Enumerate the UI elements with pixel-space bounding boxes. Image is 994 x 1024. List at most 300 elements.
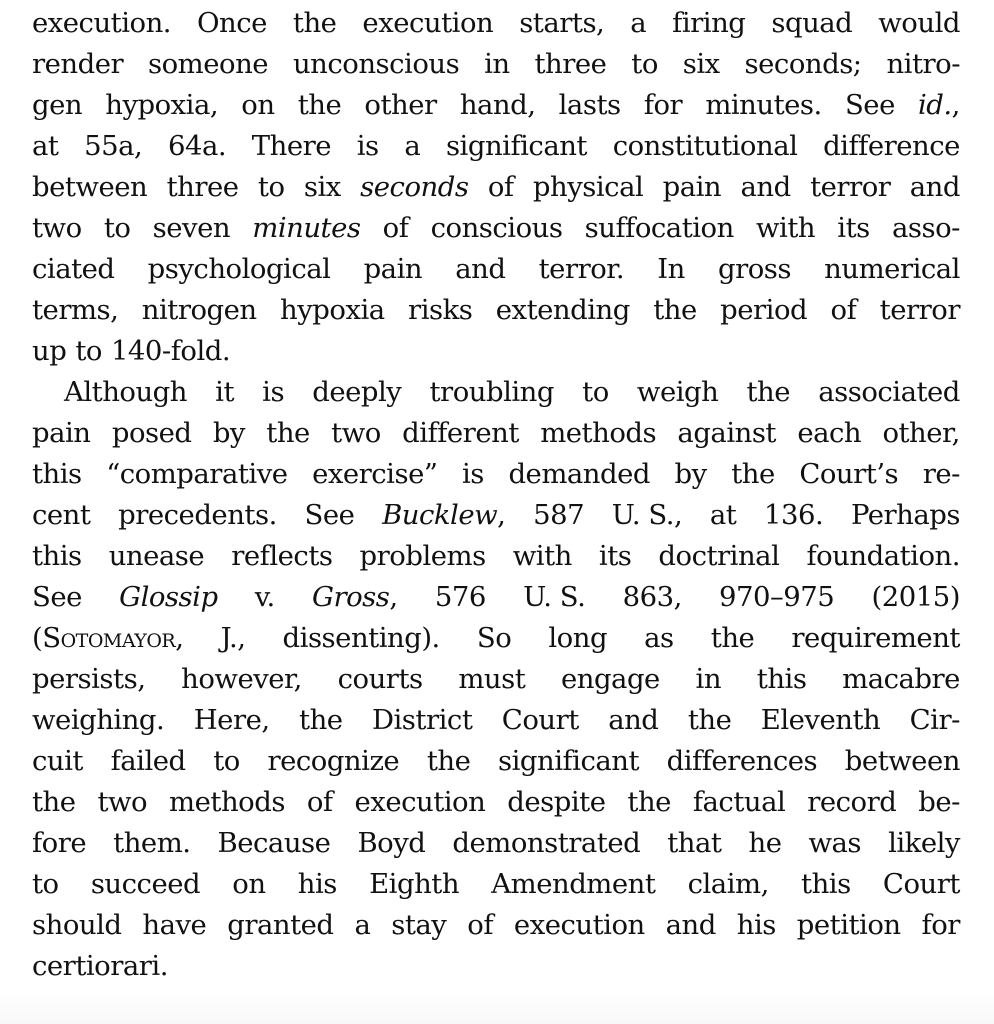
word-text: U. S., — [611, 499, 683, 531]
word-text: the — [299, 704, 343, 736]
text-line — [32, 249, 960, 290]
word — [304, 167, 341, 208]
word-text: posed — [111, 417, 192, 449]
word-text: Court — [501, 704, 579, 736]
word-text: 64a. — [167, 130, 227, 162]
word-text: requirement — [791, 622, 960, 654]
word — [623, 577, 682, 618]
word — [799, 454, 898, 495]
word — [886, 44, 960, 85]
word — [113, 823, 190, 864]
word — [305, 495, 355, 536]
word — [513, 536, 572, 577]
word — [312, 577, 398, 618]
word-text: associated — [818, 376, 960, 408]
word — [32, 85, 82, 126]
word-text: up — [32, 335, 67, 367]
italic-text: Bucklew — [382, 499, 498, 531]
word-text: seconds; — [744, 48, 862, 80]
word-text: v. — [254, 581, 275, 613]
word-text: each — [797, 417, 862, 449]
word — [582, 372, 609, 413]
word-text: is — [461, 458, 484, 490]
text-line — [32, 946, 960, 987]
word-text: problems — [359, 540, 486, 572]
punctuation: , — [497, 499, 506, 531]
word — [644, 618, 674, 659]
word-text: record — [807, 786, 897, 818]
word-text: and — [608, 704, 659, 736]
word-text: weigh — [636, 376, 719, 408]
word — [382, 495, 505, 536]
word — [32, 823, 86, 864]
text-line — [32, 782, 960, 823]
word-text: the — [426, 745, 471, 777]
word-text: this — [32, 458, 82, 490]
word-text: it — [215, 376, 235, 408]
word — [267, 741, 399, 782]
word-text: period — [720, 294, 808, 326]
word — [761, 700, 880, 741]
text-line — [32, 208, 960, 249]
word-text: 970–975 — [719, 581, 835, 613]
word-text: cuit — [32, 745, 83, 777]
word — [118, 495, 277, 536]
word — [540, 413, 656, 454]
word-text: the — [32, 786, 76, 818]
word-text: troubling — [429, 376, 554, 408]
word — [427, 741, 471, 782]
word — [32, 577, 82, 618]
word-text: nitro- — [886, 48, 960, 80]
text-line — [32, 454, 960, 495]
word-text: J., — [220, 622, 246, 654]
word-text: Eighth — [369, 868, 460, 900]
word — [32, 167, 147, 208]
text-line — [32, 905, 960, 946]
italic-text: minutes — [252, 212, 361, 244]
word-text: methods — [169, 786, 285, 818]
word — [657, 249, 685, 290]
text-line — [32, 536, 960, 577]
word-text: 863, — [622, 581, 682, 613]
text-line — [32, 290, 960, 331]
word-text: pain — [32, 417, 91, 449]
word — [32, 290, 118, 331]
word-text: execution — [513, 909, 645, 941]
word-text: for — [643, 89, 683, 121]
word-text: to — [32, 868, 59, 900]
word-text: its — [837, 212, 870, 244]
word-text: of — [382, 212, 409, 244]
word — [252, 208, 360, 249]
word — [232, 864, 265, 905]
word-text: hypoxia, — [105, 89, 219, 121]
word — [519, 3, 604, 44]
word — [32, 782, 76, 823]
word-text: by — [674, 458, 707, 490]
word — [851, 495, 960, 536]
word — [293, 3, 337, 44]
word — [32, 331, 66, 372]
word — [446, 126, 587, 167]
word — [806, 536, 960, 577]
word-text: psychological — [147, 253, 331, 285]
word-text: have — [142, 909, 207, 941]
word-text: to — [103, 212, 131, 244]
word — [84, 126, 142, 167]
word-text: be- — [918, 786, 960, 818]
text-line — [32, 741, 960, 782]
word-text: significant — [445, 130, 587, 162]
word-text: to — [582, 376, 609, 408]
word — [923, 454, 960, 495]
word — [667, 741, 817, 782]
word — [153, 208, 230, 249]
word-text: Perhaps — [850, 499, 960, 531]
word-text: a — [404, 130, 421, 162]
word-text: weighing. — [32, 704, 165, 736]
word-text: constitutional — [612, 130, 798, 162]
word — [845, 741, 960, 782]
word — [32, 700, 164, 741]
word-text: must — [458, 663, 526, 695]
word-text: Court’s — [799, 458, 899, 490]
word — [293, 44, 459, 85]
word-text: asso- — [891, 212, 960, 244]
word — [539, 249, 625, 290]
word — [255, 577, 275, 618]
word-text: six — [303, 171, 341, 203]
word — [837, 208, 869, 249]
word — [109, 536, 204, 577]
word-text: reflects — [231, 540, 333, 572]
word-text: 136. — [764, 499, 824, 531]
word — [75, 331, 102, 372]
word-text: failed — [110, 745, 186, 777]
word-text: courts — [337, 663, 423, 695]
word-text: foundation. — [806, 540, 960, 572]
word — [710, 495, 736, 536]
word — [112, 413, 192, 454]
word — [32, 495, 90, 536]
word — [561, 659, 660, 700]
word-text: at — [32, 130, 59, 162]
word — [637, 372, 718, 413]
word — [711, 618, 755, 659]
word-text: between — [32, 171, 148, 203]
word-text: the — [687, 704, 732, 736]
word-text: So — [476, 622, 512, 654]
word-text: them. — [113, 827, 191, 859]
word — [737, 905, 776, 946]
word — [496, 290, 630, 331]
word — [842, 659, 960, 700]
word — [435, 577, 486, 618]
word — [280, 290, 385, 331]
word-text: the — [297, 89, 342, 121]
word-text: 55a, — [84, 130, 143, 162]
word — [357, 126, 379, 167]
word-text: Because — [217, 827, 331, 859]
word — [675, 454, 707, 495]
punctuation: , — [951, 89, 960, 121]
word-text: of — [487, 171, 514, 203]
text-line — [32, 864, 960, 905]
word — [533, 167, 643, 208]
word-text: his — [736, 909, 776, 941]
word-text: differences — [666, 745, 818, 777]
word — [683, 44, 720, 85]
word — [630, 3, 646, 44]
word-text: would — [878, 7, 960, 39]
word-text: 576 — [434, 581, 486, 613]
word-text: he — [748, 827, 782, 859]
word-text: execution. — [32, 7, 172, 39]
word-text: factual — [692, 786, 786, 818]
word — [402, 413, 519, 454]
word — [502, 700, 579, 741]
word — [653, 290, 697, 331]
word — [688, 864, 769, 905]
text-line — [32, 44, 960, 85]
word — [845, 85, 895, 126]
word — [168, 126, 226, 167]
word-text: “comparative — [106, 458, 288, 490]
word — [458, 659, 525, 700]
word — [809, 823, 862, 864]
word — [218, 823, 331, 864]
word-text: the — [746, 376, 791, 408]
word — [431, 208, 563, 249]
word-text: two — [97, 786, 148, 818]
word — [355, 782, 486, 823]
word-text: 587 — [533, 499, 585, 531]
word-text: on — [241, 89, 275, 121]
word — [612, 495, 682, 536]
word — [430, 372, 554, 413]
word-text: to — [631, 48, 658, 80]
word-text: pain — [363, 253, 423, 285]
word-text: terror — [879, 294, 960, 326]
word-text: the — [266, 417, 310, 449]
word-text: the — [710, 622, 755, 654]
word — [801, 864, 851, 905]
word — [559, 85, 621, 126]
word-text: other, — [882, 417, 960, 449]
word-text: this — [32, 540, 82, 572]
word — [104, 208, 131, 249]
word-text: deeply — [312, 376, 402, 408]
word-text: There — [251, 130, 332, 162]
word — [142, 905, 206, 946]
word-text: unease — [108, 540, 205, 572]
word — [32, 864, 59, 905]
word-text: Court — [882, 868, 960, 900]
word — [747, 372, 791, 413]
word — [364, 85, 436, 126]
word — [148, 44, 268, 85]
word — [677, 413, 776, 454]
word-text: firing — [672, 7, 746, 39]
word-text: execution — [362, 7, 494, 39]
paragraph — [32, 3, 960, 372]
word — [705, 85, 821, 126]
word-text: succeed — [90, 868, 201, 900]
word — [608, 700, 658, 741]
word — [918, 85, 960, 126]
word — [64, 372, 187, 413]
word — [383, 208, 409, 249]
text-line — [32, 126, 960, 167]
text-line — [32, 372, 960, 413]
word-text: of — [830, 294, 857, 326]
word — [213, 413, 245, 454]
word — [585, 208, 734, 249]
word — [362, 3, 493, 44]
word — [599, 536, 631, 577]
word — [32, 905, 122, 946]
word-text: to — [75, 335, 102, 367]
word-text: of — [306, 786, 333, 818]
word-text: different — [402, 417, 519, 449]
word-text: demonstrated — [452, 827, 641, 859]
word-text: between — [844, 745, 960, 777]
word — [824, 249, 960, 290]
word — [391, 905, 446, 946]
punctuation: , — [389, 581, 398, 613]
word-text: a — [630, 7, 647, 39]
word — [748, 823, 781, 864]
text-line — [32, 577, 960, 618]
word — [666, 905, 716, 946]
word-text: hypoxia — [280, 294, 385, 326]
word-text: lasts — [558, 89, 621, 121]
word — [142, 290, 257, 331]
bottom-fade — [0, 994, 994, 1024]
word-text: for — [921, 909, 960, 941]
word — [357, 823, 425, 864]
word-text: Although — [64, 376, 187, 408]
word-text: three — [534, 48, 607, 80]
word — [644, 85, 682, 126]
word-text: the — [731, 458, 775, 490]
word-text: engage — [560, 663, 660, 695]
word — [460, 85, 536, 126]
word — [548, 618, 607, 659]
word-text: Eleventh — [760, 704, 881, 736]
word — [262, 372, 284, 413]
word-text: precedents. — [118, 499, 277, 531]
word — [534, 44, 606, 85]
word-text: nitrogen — [141, 294, 257, 326]
word-text: two — [331, 417, 381, 449]
word — [718, 249, 791, 290]
word — [488, 167, 514, 208]
word-text: terms, — [32, 294, 119, 326]
word-text: and — [665, 909, 716, 941]
word-text: recognize — [267, 745, 400, 777]
word-text: numerical — [824, 253, 960, 285]
word-text: his — [297, 868, 337, 900]
word — [197, 3, 267, 44]
word — [354, 905, 370, 946]
word — [672, 3, 745, 44]
word — [508, 454, 650, 495]
word-text: a — [354, 909, 371, 941]
word — [756, 208, 815, 249]
word-text: methods — [540, 417, 657, 449]
word — [627, 782, 671, 823]
word-text: on — [232, 868, 266, 900]
word-text: extending — [495, 294, 630, 326]
word-text: doctrinal — [658, 540, 780, 572]
word — [32, 454, 82, 495]
word-text: long — [548, 622, 608, 654]
word-text: with — [512, 540, 572, 572]
word — [831, 290, 857, 331]
word-text: granted — [227, 909, 334, 941]
word-text: execution — [354, 786, 486, 818]
italic-text: Gross — [312, 581, 390, 613]
word — [32, 536, 82, 577]
word — [283, 618, 440, 659]
word — [32, 946, 168, 987]
word — [663, 167, 722, 208]
word-text: conscious — [430, 212, 563, 244]
word-text: squad — [771, 7, 853, 39]
italic-text: Glossip — [119, 581, 218, 613]
word — [298, 85, 342, 126]
word-text: to — [257, 171, 285, 203]
word — [111, 331, 230, 372]
word-text: re- — [922, 458, 960, 490]
word — [462, 454, 484, 495]
word — [514, 905, 645, 946]
word — [878, 3, 960, 44]
word-text: Cir- — [909, 704, 960, 736]
word-text: significant — [497, 745, 640, 777]
word — [106, 454, 287, 495]
word — [533, 495, 584, 536]
word-text: render — [32, 48, 124, 80]
word-text: minutes. — [705, 89, 822, 121]
word — [241, 85, 274, 126]
word-text: terror — [810, 171, 891, 203]
word — [32, 3, 171, 44]
paragraph — [32, 372, 960, 987]
word-text: exercise” — [312, 458, 438, 490]
word — [810, 167, 890, 208]
word — [883, 864, 960, 905]
word-text: in — [695, 663, 722, 695]
word — [408, 290, 472, 331]
word — [467, 905, 493, 946]
word — [360, 167, 468, 208]
word-text: District — [371, 704, 473, 736]
word-text: of — [467, 909, 494, 941]
word-text: gross — [718, 253, 792, 285]
word — [484, 44, 510, 85]
word — [32, 659, 145, 700]
word-text: See — [844, 89, 895, 121]
word — [404, 126, 420, 167]
word — [194, 700, 270, 741]
text-line — [32, 700, 960, 741]
word-text: demanded — [508, 458, 650, 490]
word-text: someone — [148, 48, 269, 80]
word-text: in — [484, 48, 510, 80]
